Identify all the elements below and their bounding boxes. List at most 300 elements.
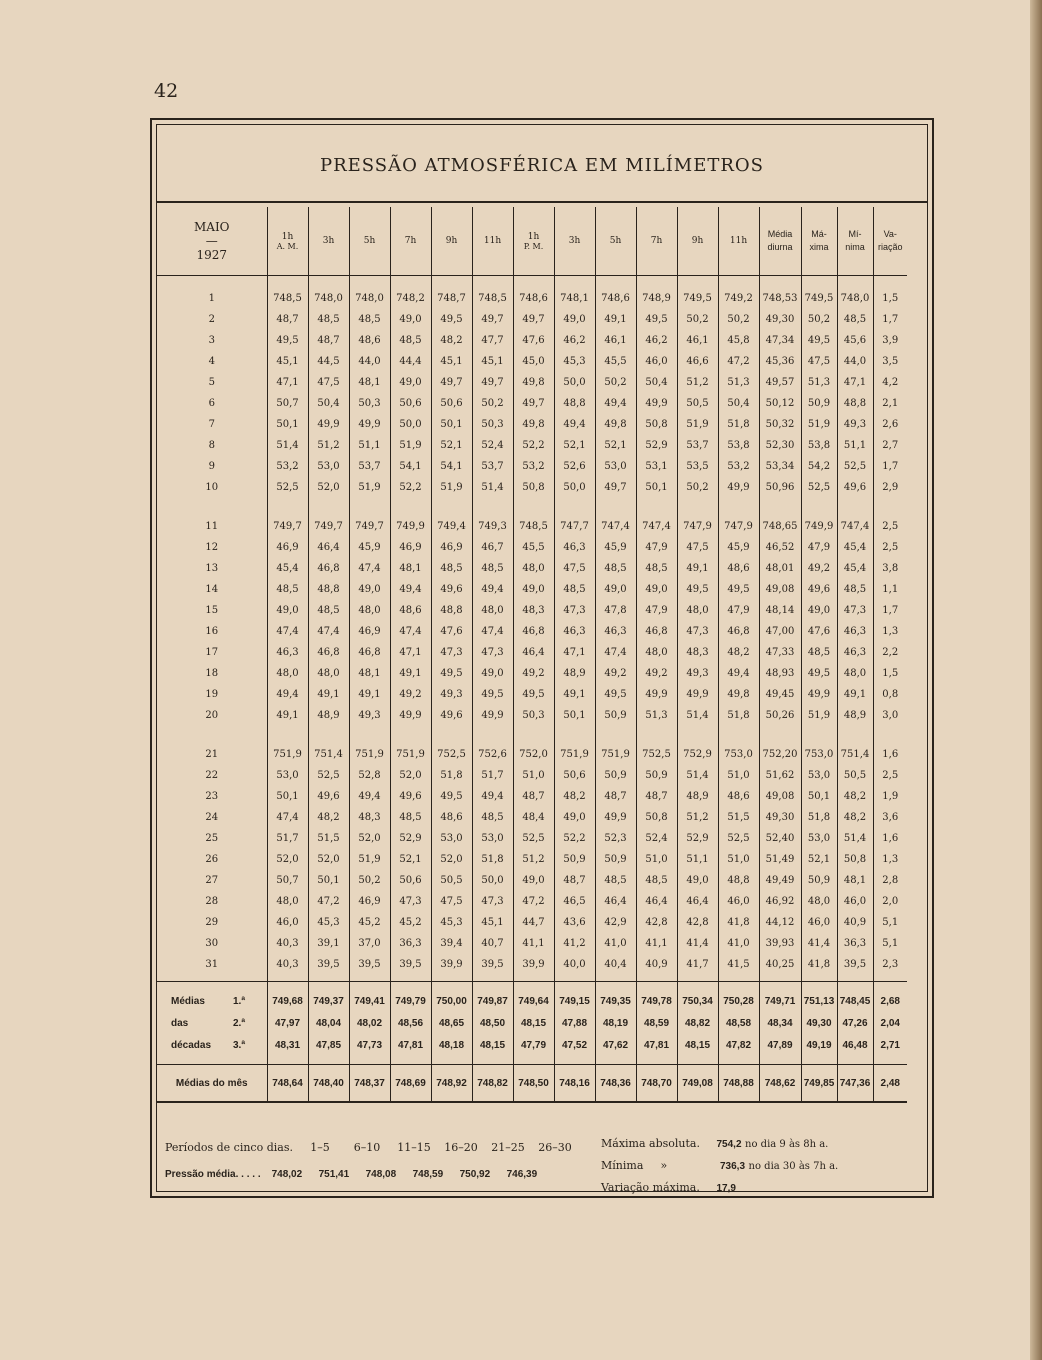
table-cell: 46,0 (267, 912, 308, 933)
table-cell: 51,4 (677, 705, 718, 732)
table-cell: 46,3 (595, 621, 636, 642)
table-cell: 53,0 (472, 828, 513, 849)
table-cell: 748,5 (267, 276, 308, 310)
table-cell: 36,3 (837, 933, 873, 954)
table-cell: 49,5 (636, 309, 677, 330)
table-cell: 52,1 (595, 435, 636, 456)
period-label: 1–5 (310, 1141, 330, 1154)
table-cell: 51,49 (759, 849, 801, 870)
table-cell: 51,8 (718, 414, 759, 435)
table-row (157, 663, 907, 684)
table-cell: 53,8 (801, 435, 837, 456)
table-cell: 2,5 (873, 537, 907, 558)
hour-header (513, 207, 554, 276)
hour-header (554, 207, 595, 276)
decade-ordinal: 1.ª (233, 995, 246, 1007)
table-cell: 50,2 (472, 393, 513, 414)
decade-label: décadas (171, 1039, 212, 1051)
table-cell: 50,9 (801, 870, 837, 891)
table-cell: 748,53 (759, 276, 801, 310)
decade-ordinal: 3.ª (233, 1039, 246, 1051)
table-cell: 749,2 (718, 276, 759, 310)
table-cell: 49,08 (759, 579, 801, 600)
table-cell: 50,96 (759, 477, 801, 504)
table-cell: 748,37 (349, 1065, 390, 1103)
table-cell: 50,26 (759, 705, 801, 732)
table-cell: 47,79 (513, 1034, 554, 1065)
table-cell: 1,3 (873, 621, 907, 642)
table-cell: 49,9 (677, 684, 718, 705)
table-cell: 747,4 (837, 504, 873, 537)
table-cell: 50,5 (677, 393, 718, 414)
table-cell: 53,2 (267, 456, 308, 477)
table-cell: 49,8 (513, 414, 554, 435)
table-cell: 46,0 (636, 351, 677, 372)
table-cell: 752,9 (677, 732, 718, 765)
table-cell: 48,9 (677, 786, 718, 807)
table-cell: 752,5 (431, 732, 472, 765)
page-title: PRESSÃO ATMOSFÉRICA EM MILÍMETROS (319, 155, 765, 176)
table-cell: 748,9 (636, 276, 677, 310)
table-cell: 49,0 (595, 579, 636, 600)
table-cell: 749,5 (677, 276, 718, 310)
table-cell: 2,68 (873, 982, 907, 1013)
table-cell: 48,3 (349, 807, 390, 828)
table-cell: 44,0 (837, 351, 873, 372)
table-cell: 47,3 (431, 642, 472, 663)
table-cell: 50,9 (595, 705, 636, 732)
table-cell: 47,5 (308, 372, 349, 393)
table-cell: 52,9 (390, 828, 431, 849)
table-cell: 49,4 (718, 663, 759, 684)
table-cell: 47,4 (308, 621, 349, 642)
table-cell: 46,3 (837, 642, 873, 663)
table-cell: 51,2 (677, 807, 718, 828)
table-cell: 51,9 (801, 414, 837, 435)
table-cell: 48,8 (718, 870, 759, 891)
table-cell: 50,2 (801, 309, 837, 330)
table-cell: 53,8 (718, 435, 759, 456)
table-cell: 50,9 (801, 393, 837, 414)
table-cell: 1,6 (873, 828, 907, 849)
table-cell: 748,0 (349, 276, 390, 310)
table-cell: 48,0 (513, 558, 554, 579)
table-cell: 52,0 (267, 849, 308, 870)
table-cell: 3,9 (873, 330, 907, 351)
table-row (157, 456, 907, 477)
table-cell: 40,4 (595, 954, 636, 982)
table-cell: 46,1 (677, 330, 718, 351)
table-cell: 49,30 (759, 309, 801, 330)
table-row (157, 732, 907, 765)
table-cell: 47,88 (554, 1012, 595, 1034)
table-cell: 51,7 (267, 828, 308, 849)
table-cell: 0,8 (873, 684, 907, 705)
table-cell: 48,2 (308, 807, 349, 828)
hour-label: 9h (445, 236, 458, 246)
hour-header (267, 207, 308, 276)
table-cell: 48,04 (308, 1012, 349, 1034)
table-cell: 52,0 (390, 765, 431, 786)
header-line: Va- (883, 229, 897, 239)
pressure-label: Pressão média. . . . . (165, 1169, 261, 1180)
table-cell: 48,2 (837, 786, 873, 807)
table-cell: 1,6 (873, 732, 907, 765)
table-cell: 50,9 (595, 849, 636, 870)
table-cell: 46,5 (554, 891, 595, 912)
table-cell: 49,7 (472, 372, 513, 393)
table-cell: 748,5 (472, 276, 513, 310)
table-cell: 50,3 (472, 414, 513, 435)
table-cell: 52,6 (554, 456, 595, 477)
decade-label-cell (157, 982, 267, 1013)
day-number: 27 (205, 875, 219, 886)
table-cell: 48,9 (308, 705, 349, 732)
table-cell: 50,6 (390, 393, 431, 414)
table-cell: 48,5 (636, 870, 677, 891)
table-cell: 46,3 (554, 537, 595, 558)
table-cell: 49,08 (759, 786, 801, 807)
table-cell: 48,7 (308, 330, 349, 351)
table-cell: 52,5 (718, 828, 759, 849)
table-cell: 50,9 (636, 765, 677, 786)
table-cell: 48,5 (636, 558, 677, 579)
hour-label: 9h (691, 236, 704, 246)
table-cell: 49,7 (513, 309, 554, 330)
table-cell: 2,6 (873, 414, 907, 435)
table-cell: 48,5 (390, 807, 431, 828)
hour-sub-label: P. M. (523, 241, 544, 251)
table-cell: 49,30 (801, 1012, 837, 1034)
table-cell: 48,5 (595, 870, 636, 891)
table-cell: 48,01 (759, 558, 801, 579)
table-cell: 48,0 (472, 600, 513, 621)
table-cell: 52,40 (759, 828, 801, 849)
table-cell: 48,3 (677, 642, 718, 663)
hour-header (677, 207, 718, 276)
table-cell: 51,0 (636, 849, 677, 870)
table-cell: 46,6 (677, 351, 718, 372)
table-cell: 44,7 (513, 912, 554, 933)
table-cell: 47,73 (349, 1034, 390, 1065)
table-cell: 46,2 (554, 330, 595, 351)
table-cell: 46,8 (349, 642, 390, 663)
table-cell: 51,5 (718, 807, 759, 828)
table-cell: 49,2 (513, 663, 554, 684)
table-cell: 51,4 (267, 435, 308, 456)
table-cell: 49,19 (801, 1034, 837, 1065)
table-cell: 49,1 (837, 684, 873, 705)
table-cell: 50,1 (554, 705, 595, 732)
table-cell: 47,4 (595, 642, 636, 663)
table-cell: 39,9 (431, 954, 472, 982)
table-cell: 48,7 (513, 786, 554, 807)
period-label: 11–15 (397, 1141, 431, 1154)
table-row (157, 579, 907, 600)
table-cell: 49,0 (513, 579, 554, 600)
table-cell: 46,8 (636, 621, 677, 642)
table-cell: 36,3 (390, 933, 431, 954)
table-cell: 52,1 (554, 435, 595, 456)
hour-label: 5h (363, 236, 376, 246)
table-cell: 49,4 (554, 414, 595, 435)
table-cell: 1,7 (873, 456, 907, 477)
table-cell: 46,8 (718, 621, 759, 642)
table-cell: 52,0 (349, 828, 390, 849)
table-cell: 51,8 (431, 765, 472, 786)
table-cell: 49,49 (759, 870, 801, 891)
table-cell: 1,5 (873, 276, 907, 310)
table-row (157, 891, 907, 912)
hour-header (636, 207, 677, 276)
table-cell: 48,5 (801, 642, 837, 663)
table-cell: 753,0 (801, 732, 837, 765)
table-cell: 47,6 (431, 621, 472, 642)
table-cell: 748,92 (431, 1065, 472, 1103)
table-cell: 47,81 (636, 1034, 677, 1065)
table-cell: 748,40 (308, 1065, 349, 1103)
table-cell: 47,3 (472, 891, 513, 912)
table-cell: 48,0 (837, 663, 873, 684)
table-cell: 48,6 (431, 807, 472, 828)
table-cell: 749,87 (472, 982, 513, 1013)
table-cell: 48,65 (431, 1012, 472, 1034)
table-cell: 49,0 (390, 309, 431, 330)
table-cell: 51,8 (718, 705, 759, 732)
table-cell: 48,19 (595, 1012, 636, 1034)
table-cell: 48,5 (267, 579, 308, 600)
table-cell: 49,6 (390, 786, 431, 807)
table-cell: 39,5 (837, 954, 873, 982)
hour-header (718, 207, 759, 276)
hour-header (308, 207, 349, 276)
table-cell: 47,1 (390, 642, 431, 663)
table-cell: 748,65 (759, 504, 801, 537)
table-cell: 1,7 (873, 309, 907, 330)
table-cell: 748,7 (431, 276, 472, 310)
table-cell: 2,3 (873, 954, 907, 982)
table-cell: 46,4 (308, 537, 349, 558)
table-cell: 50,4 (308, 393, 349, 414)
table-cell: 46,7 (472, 537, 513, 558)
table-cell: 48,5 (390, 330, 431, 351)
table-cell: 46,2 (636, 330, 677, 351)
table-cell: 750,00 (431, 982, 472, 1013)
header-line: riação (877, 242, 903, 252)
table-cell: 2,1 (873, 393, 907, 414)
table-cell: 53,7 (472, 456, 513, 477)
table-cell: 749,85 (801, 1065, 837, 1103)
table-cell: 40,7 (472, 933, 513, 954)
table-cell: 52,1 (390, 849, 431, 870)
table-cell: 41,7 (677, 954, 718, 982)
table-cell: 48,4 (513, 807, 554, 828)
table-cell: 2,8 (873, 870, 907, 891)
table-cell: 2,2 (873, 642, 907, 663)
decade-label: das (171, 1017, 189, 1029)
table-cell: 51,1 (837, 435, 873, 456)
table-cell: 5,1 (873, 912, 907, 933)
table-cell: 49,1 (390, 663, 431, 684)
table-cell: 749,08 (677, 1065, 718, 1103)
table-cell: 45,9 (349, 537, 390, 558)
table-cell: 49,2 (595, 663, 636, 684)
min-label: Mínima (601, 1159, 644, 1172)
table-cell: 46,4 (677, 891, 718, 912)
table-cell: 48,6 (718, 558, 759, 579)
table-cell: 41,4 (801, 933, 837, 954)
table-cell: 39,4 (431, 933, 472, 954)
table-cell: 48,1 (837, 870, 873, 891)
table-cell: 48,2 (837, 807, 873, 828)
table-cell: 749,68 (267, 982, 308, 1013)
table-cell: 48,8 (837, 393, 873, 414)
table-cell: 47,34 (759, 330, 801, 351)
var-value: 17,9 (716, 1183, 736, 1194)
table-cell: 2,9 (873, 477, 907, 504)
table-cell: 45,4 (837, 537, 873, 558)
day-number: 17 (205, 647, 219, 658)
table-cell: 53,34 (759, 456, 801, 477)
table-cell: 748,6 (595, 276, 636, 310)
table-cell: 45,4 (267, 558, 308, 579)
day-number: 13 (205, 563, 219, 574)
table-cell: 49,4 (472, 579, 513, 600)
table-cell: 48,5 (308, 600, 349, 621)
table-cell: 48,15 (472, 1034, 513, 1065)
header-line: Má- (811, 229, 827, 239)
table-cell: 749,7 (267, 504, 308, 537)
table-cell: 45,4 (837, 558, 873, 579)
table-cell: 41,8 (718, 912, 759, 933)
table-cell: 40,3 (267, 933, 308, 954)
table-cell: 47,3 (390, 891, 431, 912)
table-cell: 49,5 (718, 579, 759, 600)
table-cell: 52,2 (390, 477, 431, 504)
table-cell: 46,3 (267, 642, 308, 663)
table-cell: 748,88 (718, 1065, 759, 1103)
table-cell: 49,7 (595, 477, 636, 504)
max-abs-when: no dia 9 às 8h a. (745, 1139, 829, 1150)
day-number: 4 (208, 356, 215, 367)
table-cell: 48,7 (267, 309, 308, 330)
day-number: 2 (208, 314, 215, 325)
table-cell: 41,4 (677, 933, 718, 954)
header-line: diurna (767, 242, 793, 252)
min-when: no dia 30 às 7h a. (748, 1161, 839, 1172)
table-cell: 53,0 (801, 828, 837, 849)
table-cell: 748,45 (837, 982, 873, 1013)
table-cell: 47,5 (431, 891, 472, 912)
table-cell: 39,1 (308, 933, 349, 954)
table-cell: 749,15 (554, 982, 595, 1013)
table-cell: 48,50 (472, 1012, 513, 1034)
table-cell: 50,6 (431, 393, 472, 414)
table-cell: 50,3 (349, 393, 390, 414)
table-cell: 748,50 (513, 1065, 554, 1103)
table-row (157, 705, 907, 732)
pressure-value: 748,59 (412, 1169, 444, 1180)
table-cell: 44,5 (308, 351, 349, 372)
table-cell: 51,9 (349, 477, 390, 504)
day-number: 20 (205, 710, 219, 721)
table-cell: 49,0 (677, 870, 718, 891)
table-cell: 748,2 (390, 276, 431, 310)
table-cell: 52,4 (472, 435, 513, 456)
hour-label: 11h (483, 236, 502, 246)
table-cell: 48,5 (308, 309, 349, 330)
table-cell: 52,1 (801, 849, 837, 870)
pressure-value: 751,41 (318, 1169, 350, 1180)
decade-ordinal: 2.ª (233, 1017, 246, 1029)
table-cell: 47,6 (801, 621, 837, 642)
table-cell: 1,9 (873, 786, 907, 807)
table-cell: 46,4 (595, 891, 636, 912)
table-cell: 52,5 (837, 456, 873, 477)
table-cell: 50,2 (677, 309, 718, 330)
table-cell: 53,7 (677, 435, 718, 456)
variacao-header (873, 207, 907, 276)
table-cell: 49,9 (636, 393, 677, 414)
table-cell: 49,6 (431, 579, 472, 600)
table-cell: 51,0 (718, 849, 759, 870)
table-cell: 51,3 (718, 372, 759, 393)
table-cell: 751,9 (595, 732, 636, 765)
table-cell: 39,5 (472, 954, 513, 982)
table-cell: 48,8 (308, 579, 349, 600)
header-line: xima (809, 242, 829, 252)
table-cell: 40,9 (837, 912, 873, 933)
hour-label: 1h (281, 231, 294, 242)
period-label: 26–30 (538, 1141, 572, 1154)
table-cell: 52,9 (636, 435, 677, 456)
table-cell: 48,9 (837, 705, 873, 732)
periods-row (165, 1141, 578, 1154)
table-cell: 747,4 (595, 504, 636, 537)
table-row (157, 372, 907, 393)
table-cell: 41,1 (513, 933, 554, 954)
table-cell: 49,0 (513, 870, 554, 891)
hour-header (595, 207, 636, 276)
table-cell: 46,1 (595, 330, 636, 351)
month-dash: — (205, 234, 218, 248)
table-cell: 51,9 (677, 414, 718, 435)
table-cell: 51,9 (801, 705, 837, 732)
table-cell: 49,0 (554, 807, 595, 828)
table-cell: 1,5 (873, 663, 907, 684)
table-cell: 48,31 (267, 1034, 308, 1065)
period-label: 21–25 (491, 1141, 525, 1154)
table-cell: 45,9 (718, 537, 759, 558)
table-cell: 50,1 (267, 786, 308, 807)
table-row (157, 828, 907, 849)
table-cell: 50,1 (431, 414, 472, 435)
table-cell: 45,5 (513, 537, 554, 558)
table-cell: 50,2 (595, 372, 636, 393)
table-cell: 48,3 (513, 600, 554, 621)
table-cell: 749,4 (431, 504, 472, 537)
table-cell: 49,9 (636, 684, 677, 705)
table-cell: 47,3 (472, 642, 513, 663)
table-cell: 49,0 (472, 663, 513, 684)
pressure-row (165, 1169, 545, 1180)
day-number: 18 (205, 668, 219, 679)
table-cell: 50,7 (267, 393, 308, 414)
day-number: 19 (205, 689, 219, 700)
table-cell: 46,3 (837, 621, 873, 642)
table-cell: 46,9 (390, 537, 431, 558)
table-cell: 47,9 (718, 600, 759, 621)
